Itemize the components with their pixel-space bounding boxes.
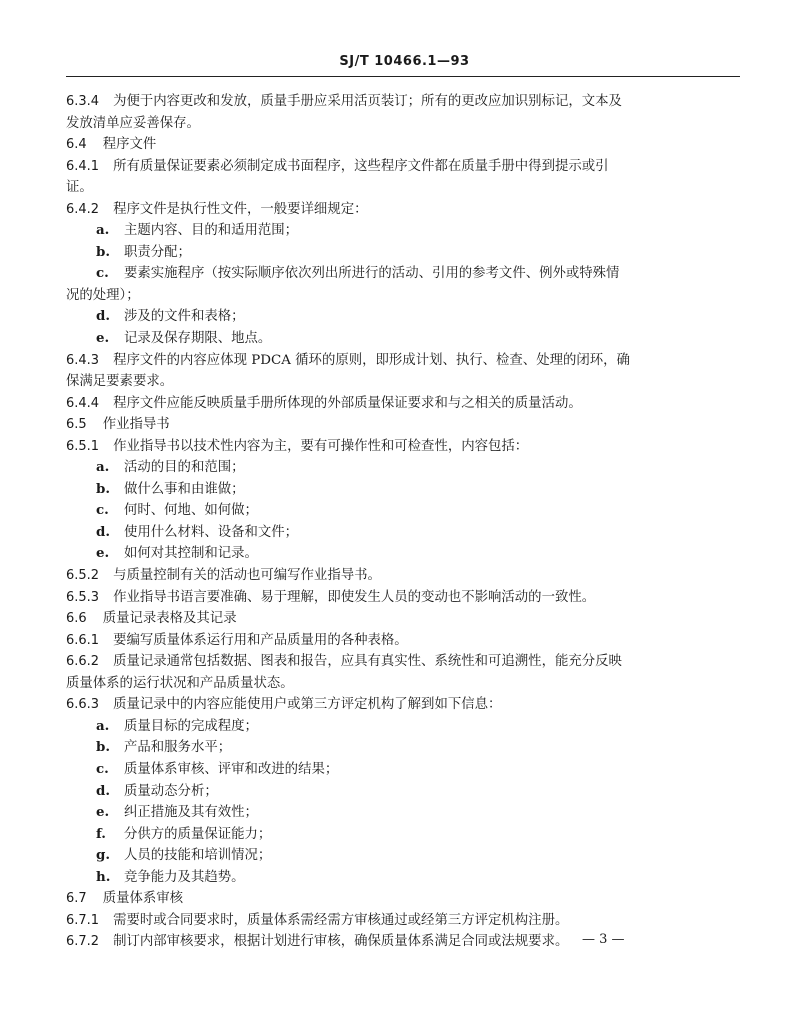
clause-line	[66, 630, 740, 652]
list-item-text: 纠正措施及其有效性；	[124, 805, 258, 821]
clause-number: 6.4	[66, 137, 87, 153]
clause-number: 6.4.4	[66, 395, 100, 411]
clause-text: 质量记录通常包括数据、图表和报告，应具有真实性、系统性和可追溯性，能充分反映	[113, 654, 622, 670]
list-item-letter: b.	[96, 243, 111, 260]
list-item-letter: d.	[96, 782, 111, 799]
list-item-text: 要素实施程序（按实际顺序依次列出所进行的活动、引用的参考文件、例外或特殊情	[124, 266, 620, 282]
list-item	[66, 328, 740, 350]
list-item-letter: e.	[96, 330, 110, 347]
list-item-letter: c.	[96, 265, 109, 282]
clause-text: 质量记录中的内容应能使用户或第三方评定机构了解到如下信息：	[113, 697, 502, 713]
clause-text: 程序文件的内容应体现 PDCA 循环的原则，即形成计划、执行、检查、处理的闭环，确	[113, 352, 630, 368]
clause-number: 6.6.3	[66, 697, 100, 713]
clause-line	[66, 565, 740, 587]
clause-text: 与质量控制有关的活动也可编写作业指导书。	[113, 568, 381, 584]
standard-code-header: SJ/T 10466.1—93	[339, 54, 470, 69]
clause-text: 所有质量保证要素必须制定成书面程序，这些程序文件都在质量手册中得到提示或引	[113, 158, 609, 174]
clause-text: 为便于内容更改和发放，质量手册应采用活页装订；所有的更改应加识别标记，文本及	[113, 94, 622, 109]
document-body	[66, 91, 740, 953]
clause-number: 6.6.2	[66, 654, 100, 670]
list-item	[66, 500, 740, 522]
list-item-text: 质量动态分析；	[124, 783, 218, 799]
clause-text: 制订内部审核要求，根据计划进行审核，确保质量体系满足合同或法规要求。	[113, 934, 569, 950]
clause-text: 需要时或合同要求时，质量体系需经需方审核通过或经第三方评定机构注册。	[113, 912, 569, 928]
section-heading	[66, 134, 740, 156]
header-rule	[66, 76, 740, 77]
section-heading	[66, 608, 740, 630]
list-item	[66, 824, 740, 846]
clause-number: 6.7	[66, 891, 87, 907]
list-item	[66, 457, 740, 479]
list-item-letter: a.	[96, 717, 110, 734]
list-item-text: 使用什么材料、设备和文件；	[124, 524, 299, 540]
clause-number: 6.6.1	[66, 632, 100, 648]
list-item-text: 分供方的质量保证能力；	[124, 826, 272, 842]
list-item-text: 如何对其控制和记录。	[124, 546, 258, 562]
list-item-letter: d.	[96, 308, 111, 325]
list-item-text: 职责分配；	[124, 244, 191, 260]
continuation-line: 况的处理）；	[66, 287, 140, 303]
clause-line	[66, 436, 740, 458]
list-item	[66, 522, 740, 544]
list-item-text: 主题内容、目的和适用范围；	[124, 223, 299, 239]
section-title: 程序文件	[102, 137, 157, 153]
list-item	[66, 867, 740, 889]
list-item-letter: a.	[96, 222, 110, 239]
list-item	[66, 802, 740, 824]
section-title: 作业指导书	[102, 417, 170, 433]
list-item-text: 做什么事和由谁做；	[124, 481, 245, 497]
list-item	[66, 543, 740, 565]
clause-number: 6.7.1	[66, 912, 100, 928]
list-item-text: 质量目标的完成程度；	[124, 718, 258, 734]
list-item-letter: c.	[96, 502, 109, 519]
list-item	[66, 263, 740, 285]
list-item	[66, 759, 740, 781]
list-item-letter: e.	[96, 545, 110, 562]
section-title: 质量体系审核	[102, 891, 184, 907]
list-item-letter: g.	[96, 847, 111, 864]
clause-text: 作业指导书以技术性内容为主，要有可操作性和可检查性，内容包括：	[113, 438, 529, 454]
list-item	[66, 220, 740, 242]
list-item	[66, 716, 740, 738]
clause-number: 6.5.2	[66, 568, 100, 584]
list-item-text: 人员的技能和培训情况；	[124, 848, 272, 864]
list-item-letter: h.	[96, 868, 111, 885]
clause-number: 6.4.1	[66, 158, 100, 174]
section-heading	[66, 888, 740, 910]
page-number: — 3 —	[582, 932, 625, 947]
list-item	[66, 737, 740, 759]
clause-number: 6.3.4	[66, 94, 100, 109]
list-item-text: 涉及的文件和表格；	[124, 309, 245, 325]
list-item-letter: b.	[96, 739, 111, 756]
list-item	[66, 242, 740, 264]
clause-line	[66, 931, 740, 953]
clause-line	[66, 350, 740, 372]
clause-line	[66, 156, 740, 178]
clause-text: 要编写质量体系运行用和产品质量用的各种表格。	[113, 632, 408, 648]
clause-number: 6.5.1	[66, 438, 100, 454]
clause-text: 作业指导书语言要准确、易于理解，即使发生人员的变动也不影响活动的一致性。	[113, 589, 596, 605]
continuation-line: 证。	[66, 180, 93, 196]
list-item	[66, 479, 740, 501]
clause-line	[66, 91, 740, 113]
list-item-text: 活动的目的和范围；	[124, 460, 245, 476]
clause-number: 6.4.2	[66, 201, 100, 217]
clause-text: 程序文件是执行性文件，一般要详细规定：	[113, 201, 368, 217]
continuation-line: 保满足要素要求。	[66, 374, 174, 390]
clause-line	[66, 393, 740, 415]
clause-number: 6.4.3	[66, 352, 100, 368]
clause-number: 6.6	[66, 611, 87, 627]
clause-line	[66, 587, 740, 609]
clause-text: 程序文件应能反映质量手册所体现的外部质量保证要求和与之相关的质量活动。	[113, 395, 582, 411]
list-item-text: 竞争能力及其趋势。	[124, 869, 245, 885]
clause-number: 6.5	[66, 417, 87, 433]
clause-line	[66, 199, 740, 221]
list-item-text: 何时、何地、如何做；	[124, 503, 258, 519]
list-item-letter: b.	[96, 480, 111, 497]
clause-number: 6.7.2	[66, 934, 100, 950]
section-title: 质量记录表格及其记录	[102, 611, 237, 627]
continuation-line: 质量体系的运行状况和产品质量状态。	[66, 675, 294, 691]
section-heading	[66, 414, 740, 436]
clause-number: 6.5.3	[66, 589, 100, 605]
clause-line	[66, 651, 740, 673]
list-item	[66, 781, 740, 803]
list-item-letter: d.	[96, 523, 111, 540]
list-item-text: 质量体系审核、评审和改进的结果；	[124, 761, 339, 777]
list-item	[66, 845, 740, 867]
list-item	[66, 306, 740, 328]
list-item-letter: c.	[96, 760, 109, 777]
clause-line	[66, 910, 740, 932]
continuation-line: 发放清单应妥善保存。	[66, 115, 200, 131]
list-item-text: 记录及保存期限、地点。	[124, 331, 272, 347]
list-item-letter: e.	[96, 804, 110, 821]
clause-line	[66, 694, 740, 716]
list-item-text: 产品和服务水平；	[124, 740, 232, 756]
list-item-letter: a.	[96, 459, 110, 476]
list-item-letter: f.	[96, 825, 106, 842]
